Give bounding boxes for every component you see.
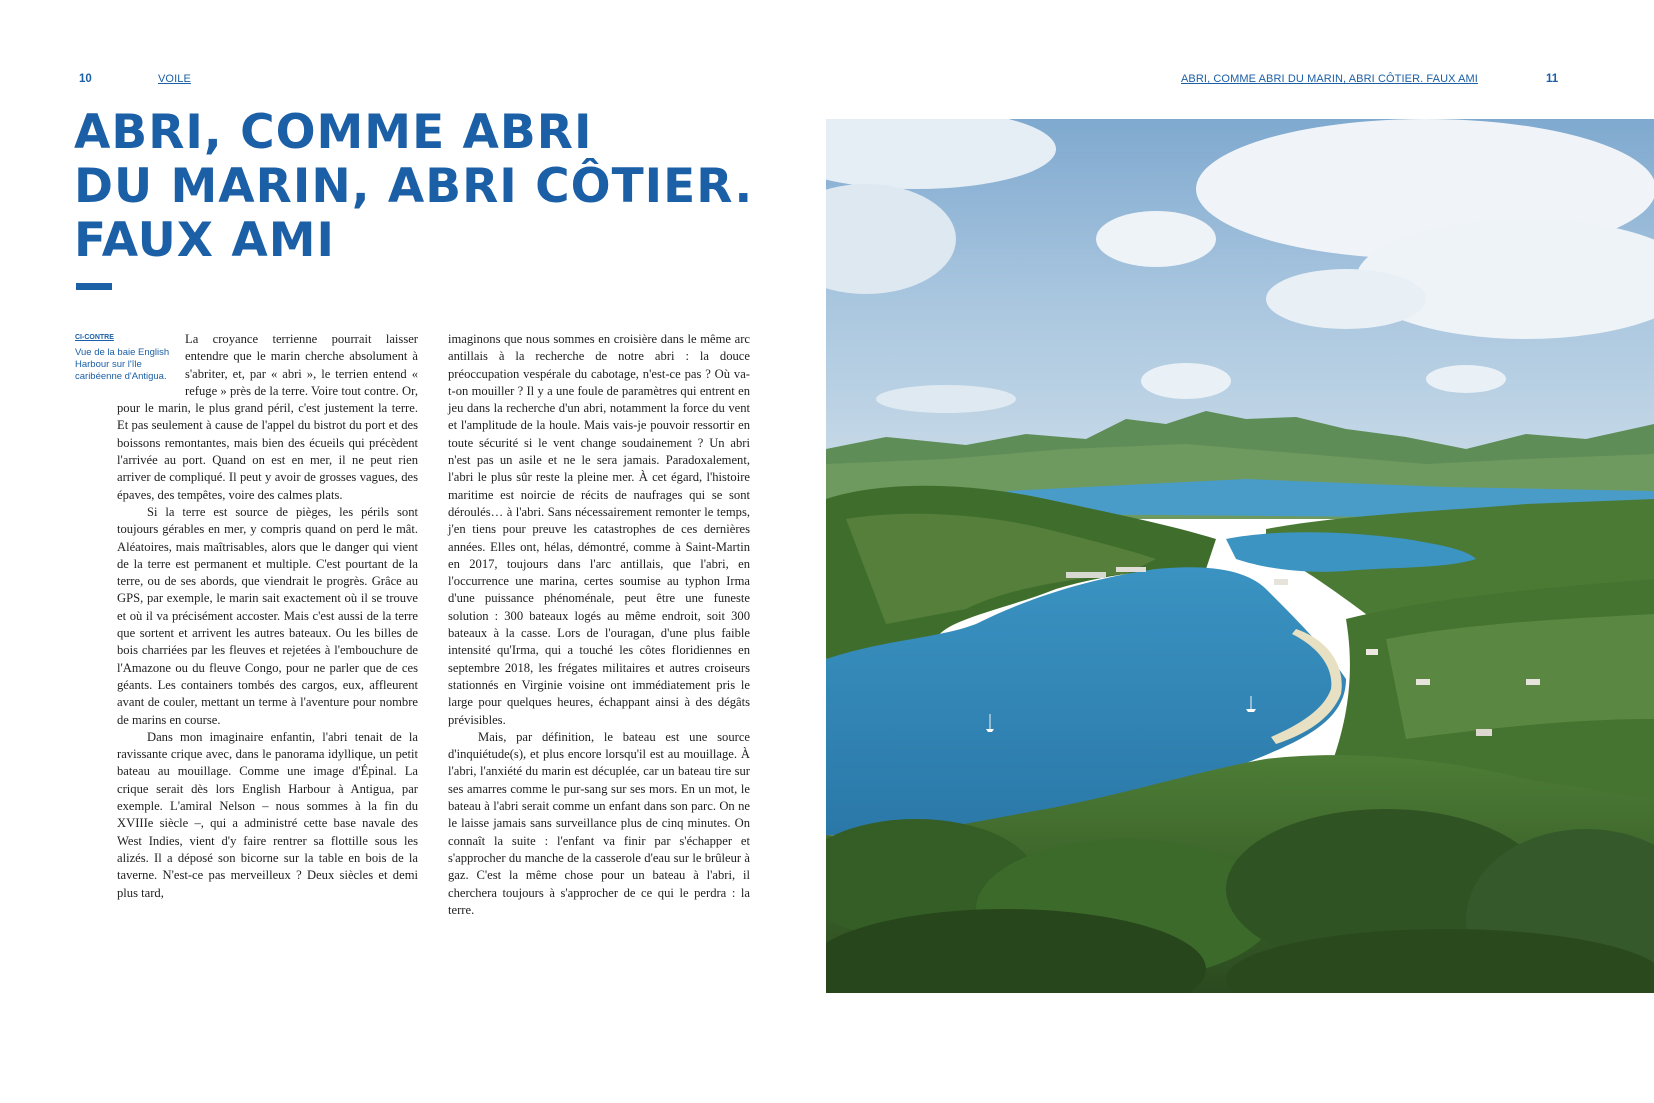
page-number-right: 11 <box>1546 73 1559 85</box>
body-paragraph: Si la terre est source de pièges, les périls sont toujours gérables en mer, y compris quand on perd le mât. Aléatoires, mais maîtrisables, alors que le danger qui vient de la terre est permanent et multiple. C'est pourtant de la terre, ou de ses abords, que viendrait le progrès. Grâce au GPS, par exemple, le marin sait exactement où il se trouve et où il va précisément accoster. Mais c'est aussi de la terre que sortent et arrivent les autres bateaux. Ou les billes de bois charriées par les fleuves et rejetées à l'embouchure de l'Amazone ou du fleuve Congo, pour ne parler que de ces géants. Les containers tombés des cargos, eux, affleurent avant de couler, mettant un terme à l'aventure pour nombre de marins en course. <box>117 504 418 727</box>
caption-text: Vue de la baie English Harbour sur l'île caribéenne d'Antigua. <box>75 347 170 382</box>
page-number-left: 10 <box>79 73 92 85</box>
body-paragraph: Dans mon imaginaire enfantin, l'abri tenait de la ravissante crique avec, dans le panorama idyllique, un petit bateau au mouillage. Comme une image d'Épinal. La crique serait dès lors English Harbour à Antigua, par exemple. L'amiral Nelson – nous sommes à la fin du XVIIIe siècle –, qui a administré cette base navale des West Indies, vient d'y faire rentrer sa flottille sous les alizés. Il a déposé son bicorne sur la table en bois de la taverne. N'est-ce pas merveilleux ? Deux siècles et demi plus tard, <box>117 729 418 900</box>
body-paragraph: imaginons que nous sommes en croisière dans le même arc antillais à la recherche de notre abri : la douce préoccupation vespérale du cabotage, n'est-ce pas ? Où va-t-on mouiller ? Il y a une foule de paramètres qui entrent en jeu dans la recherche d'un abri, notamment la force du vent et l'amplitude de la houle. Mais vais-je pouvoir ressortir en toute sécurité si le vent change soudainement ? Un abri n'est pas un asile et ne le sera jamais. Paradoxalement, l'abri le plus sûr reste la pleine mer. À cet égard, l'histoire maritime est noircie de récits de naufrages qui se sont déroulés… à l'abri. Sans nécessairement remonter le temps, j'en tiens pour preuve les catastrophes de ces dernières années. Elles ont, hélas, démontré, comme à Saint-Martin en 2017, toujours dans l'arc antillais, que l'abri, en l'occurrence une marina, certes soumise au typhon Irma d'une puissance phénoménale, peut être une funeste solution : 300 bateaux logés au même endroit, soit 300 bateaux à la casse. Lors de l'ouragan, d'une plus faible intensité qu'Irma, qui a touché les côtes floridiennes en septembre 2018, les frégates militaires et autres croiseurs stationnés en Virginie voisine ont immédiatement pris le large pour quelques heures, échappant ainsi à des dégâts prévisibles. <box>448 332 750 727</box>
harbour-photo <box>826 119 1654 993</box>
body-column-2 <box>448 331 750 919</box>
article-title <box>74 106 753 268</box>
title-rule <box>76 283 112 290</box>
title-line-1: ABRI, COMME ABRI <box>74 105 593 160</box>
running-title: ABRI, COMME ABRI DU MARIN, ABRI CÔTIER. FAUX AMI <box>1181 73 1478 85</box>
body-column-1 <box>117 331 418 902</box>
body-paragraph: Mais, par définition, le bateau est une source d'inquiétude(s), et plus encore lorsqu'il est au mouillage. À l'abri, l'anxiété du marin est décuplée, car un bateau tire sur ses amarres comme le pur-sang sur ses mors. En un mot, le bateau à l'abri serait comme un enfant dans son parc. On ne le laisse jamais sans surveillance plus de cinq minutes. On connaît la suite : l'enfant va finir par s'échapper et s'approcher du manche de la casserole d'eau sur le brûleur à gaz. C'est la même chose pour un bateau à l'abri, il cherchera toujours à s'approcher de ce qui le perdra : la terre. <box>448 729 750 917</box>
title-line-3: FAUX AMI <box>74 213 336 268</box>
caption-wrap-space <box>117 331 185 399</box>
body-paragraph: La croyance terrienne pourrait laisser entendre que le marin cherche absolument à s'abriter, et, par « abri », le terrien entend « refuge » près de la terre. Voire tout contre. Or, pour le marin, le plus grand péril, c'est justement la terre. Et pas seulement à cause de l'appel du bistrot du port et des boissons remontantes, mais bien des écueils qui précèdent l'arrivée au port. Quand on est en mer, il ne peut rien arriver de compliqué. Il peut y avoir de grosses vagues, des épaves, des tempêtes, voire des calmes plats. <box>117 332 418 502</box>
caption-label: CI-CONTRE <box>75 334 114 341</box>
title-line-2: DU MARIN, ABRI CÔTIER. <box>74 159 754 214</box>
section-label: VOILE <box>158 73 191 85</box>
